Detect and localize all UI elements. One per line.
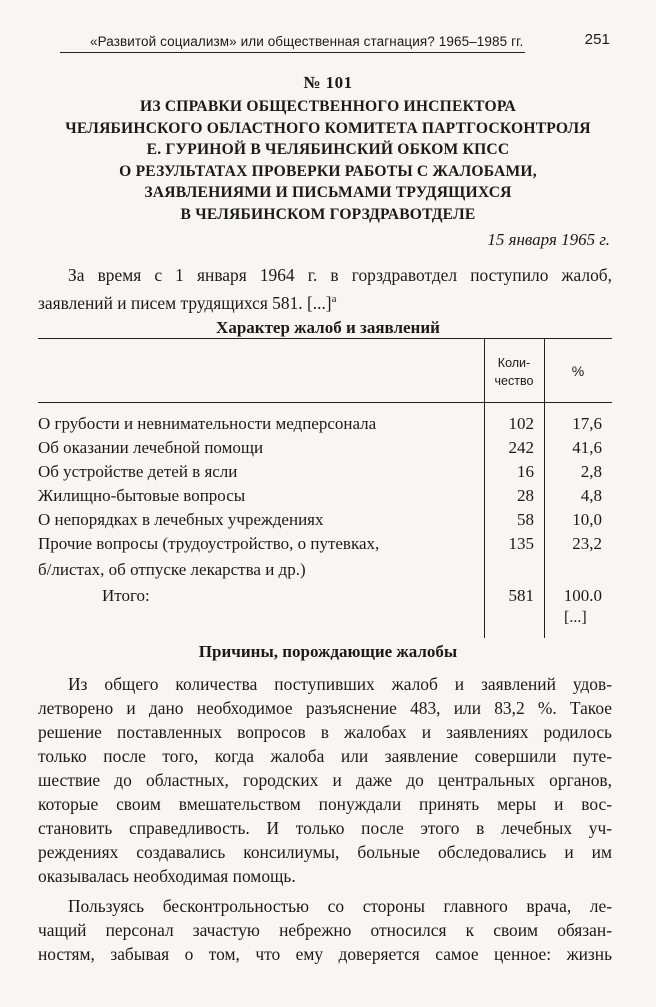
section-caption: Причины, порождающие жалобы (198, 642, 458, 661)
text-line: решение поставленных вопросов в жалобах и заявлениях родилось (38, 722, 612, 742)
paragraph (38, 894, 612, 966)
text-line: которые своим вмешательством понуждали принять меры и вос- (38, 794, 612, 814)
text-line: ностям, забывая о том, что ему доверяется самое ценное: жизнь (38, 944, 612, 964)
text-line: чащий персонал зачастую небрежно относился к своим обязан- (38, 920, 612, 940)
table-row: Прочие вопросы (трудоустройство, о путевках, 135 23,2 (38, 534, 602, 553)
title-line: О РЕЗУЛЬТАТАХ ПРОВЕРКИ РАБОТЫ С ЖАЛОБАМИ, (119, 162, 537, 180)
title-line: В ЧЕЛЯБИНСКОМ ГОРЗДРАВОТДЕЛЕ (180, 205, 476, 223)
text-line: Пользуясь бесконтрольностью со стороны главного врача, ле- (68, 896, 612, 916)
table-top-rule (38, 338, 612, 339)
text-line: реждениях создавались консилиумы, больные обследовались и им (38, 842, 612, 862)
table-row: Жилищно-бытовые вопросы 28 4,8 (38, 486, 602, 505)
title-line: ЗАЯВЛЕНИЯМИ И ПИСЬМАМИ ТРУДЯЩИХСЯ (144, 184, 512, 201)
table-row: б/листах, об отпуске лекарства и др.) (38, 560, 306, 579)
table-omission-mark: [...] (564, 609, 587, 626)
text-line: становить справедливость. И только после этого в лечебных уч- (38, 818, 612, 838)
text-line: только после того, когда жалоба или заявление совершили путе- (38, 746, 612, 766)
text-line: оказывалась необходимая помощь. (38, 866, 296, 886)
table-header-rule (38, 402, 612, 403)
intro-paragraph (38, 263, 612, 315)
page-number: 251 (584, 31, 610, 48)
header-rule (60, 52, 525, 53)
table-total-row: Итого: 581 100.0 (102, 586, 602, 605)
text-line: За время с 1 января 1964 г. в горздравотдел поступило жалоб, (68, 265, 612, 285)
text-line: Из общего количества поступивших жалоб и заявлений удов- (68, 674, 612, 694)
paragraph (38, 672, 612, 888)
document-title (20, 96, 636, 225)
text-line: заявлений и писем трудящихся 581. [...]$^а$ (38, 292, 337, 313)
text-line: летворено и дано необходимое разъяснение 483, или 83,2 %. Такое (38, 698, 612, 718)
title-line: ИЗ СПРАВКИ ОБЩЕСТВЕННОГО ИНСПЕКТОРА (139, 98, 517, 115)
table-row: О непорядках в лечебных учреждениях 58 10,0 (38, 510, 602, 529)
document-number: № 101 (303, 73, 353, 92)
table-caption: Характер жалоб и заявлений (216, 318, 440, 337)
percent-column-header: % (571, 363, 585, 379)
count-column-header: Коли- чество (494, 356, 534, 388)
text-line: шествие до областных, городских и даже до центральных органов, (38, 770, 612, 790)
table-row: Об устройстве детей в ясли 16 2,8 (38, 462, 602, 481)
running-header-title: «Развитой социализм» или общественная стагнация? 1965–1985 гг. (90, 34, 524, 49)
title-line: Е. ГУРИНОЙ В ЧЕЛЯБИНСКИЙ ОБКОМ КПСС (146, 141, 510, 158)
document-date: 15 января 1965 г. (487, 230, 610, 249)
title-line: ЧЕЛЯБИНСКОГО ОБЛАСТНОГО КОМИТЕТА ПАРТГОСКОНТРОЛЯ (65, 119, 591, 137)
table-row: О грубости и невнимательности медперсонала 102 17,6 (38, 414, 602, 433)
table-row: Об оказании лечебной помощи 242 41,6 (38, 438, 602, 457)
footnote-mark: а (331, 293, 337, 305)
